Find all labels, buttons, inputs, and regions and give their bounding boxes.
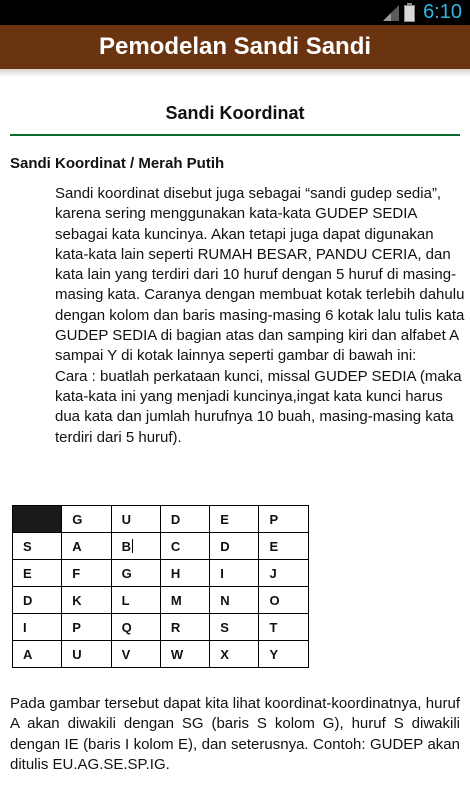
row-key-cell: D bbox=[13, 587, 62, 614]
coordinate-table-wrapper bbox=[12, 505, 309, 668]
coordinate-table bbox=[12, 505, 309, 668]
letter-cell: D bbox=[210, 533, 259, 560]
table-row bbox=[13, 533, 309, 560]
column-key-cell: G bbox=[62, 506, 111, 533]
column-key-cell: E bbox=[210, 506, 259, 533]
letter-cell bbox=[111, 533, 160, 560]
table-row bbox=[13, 587, 309, 614]
column-key-cell: P bbox=[259, 506, 308, 533]
letter-cell: P bbox=[62, 614, 111, 641]
row-key-cell: A bbox=[13, 641, 62, 668]
letter-cell: N bbox=[210, 587, 259, 614]
letter-cell: M bbox=[160, 587, 209, 614]
letter-cell: C bbox=[160, 533, 209, 560]
letter-cell-text: B bbox=[121, 538, 131, 554]
column-key-cell: D bbox=[160, 506, 209, 533]
section-heading: Sandi Koordinat / Merah Putih bbox=[10, 155, 225, 172]
status-time: 6:10 bbox=[423, 1, 462, 23]
intro-text bbox=[55, 184, 465, 448]
table-row bbox=[13, 614, 309, 641]
letter-cell: W bbox=[160, 641, 209, 668]
letter-cell: J bbox=[259, 560, 308, 587]
app-title: Pemodelan Sandi Sandi bbox=[98, 33, 372, 60]
table-row bbox=[13, 641, 309, 668]
text-cursor bbox=[132, 539, 133, 553]
status-icons bbox=[382, 0, 462, 25]
table-header-row bbox=[13, 506, 309, 533]
table-row bbox=[13, 560, 309, 587]
page-title: Sandi Koordinat bbox=[165, 103, 305, 123]
row-key-cell: I bbox=[13, 614, 62, 641]
letter-cell: Y bbox=[259, 641, 308, 668]
letter-cell: A bbox=[62, 533, 111, 560]
column-key-cell: U bbox=[111, 506, 160, 533]
letter-cell: O bbox=[259, 587, 308, 614]
app-bar-shadow bbox=[0, 69, 470, 77]
letter-cell: E bbox=[259, 533, 308, 560]
title-divider bbox=[10, 134, 460, 136]
row-key-cell: E bbox=[13, 560, 62, 587]
letter-cell: S bbox=[210, 614, 259, 641]
letter-cell: Q bbox=[111, 614, 160, 641]
row-key-cell: S bbox=[13, 533, 62, 560]
table-corner-cell bbox=[13, 506, 62, 533]
letter-cell: F bbox=[62, 560, 111, 587]
letter-cell: X bbox=[210, 641, 259, 668]
letter-cell: G bbox=[111, 560, 160, 587]
status-bar bbox=[0, 0, 470, 25]
letter-cell: R bbox=[160, 614, 209, 641]
letter-cell: V bbox=[111, 641, 160, 668]
explanation-paragraph: Pada gambar tersebut dapat kita lihat koordinat-koordinatnya, huruf A akan diwakili dengan SG (baris S kolom G), huruf S diwakili dengan IE (baris I kolom E), dan seterusnya. Contoh: GUDEP akan ditulis EU.AG.SE.SP.IG. bbox=[10, 695, 460, 773]
letter-cell: T bbox=[259, 614, 308, 641]
intro-paragraph: Sandi koordinat disebut juga sebagai “sandi gudep sedia”, karena sering menggunakan kata-kata GUDEP SEDIA sebagai kata kuncinya. Akan tetapi juga dapat digunakan kata-kata lain seperti RUMAH BESAR, PANDU CERIA, dan kata lain yang terdiri dari 10 huruf dengan 5 huruf di masing-masing kata. Caranya dengan membuat kotak terlebih dahulu dengan kolom dan baris masing-masing 6 kotak lalu tulis kata GUDEP SEDIA di bagian atas dan samping kiri dan alfabet A sampai Y di kotak lainnya seperti gambar di bawah ini: bbox=[55, 185, 465, 365]
letter-cell: H bbox=[160, 560, 209, 587]
letter-cell: L bbox=[111, 587, 160, 614]
letter-cell: K bbox=[62, 587, 111, 614]
letter-cell: I bbox=[210, 560, 259, 587]
signal-icon bbox=[382, 4, 400, 22]
letter-cell: U bbox=[62, 641, 111, 668]
instruction-paragraph: Cara : buatlah perkataan kunci, missal GUDEP SEDIA (maka kata-kata ini yang menjadi kuncinya,ingat kata kunci harus dua kata dan jumlah hurufnya 10 buah, masing-masing kata terdiri dari 5 huruf). bbox=[55, 367, 462, 446]
battery-icon bbox=[404, 3, 415, 22]
app-bar bbox=[0, 25, 470, 69]
